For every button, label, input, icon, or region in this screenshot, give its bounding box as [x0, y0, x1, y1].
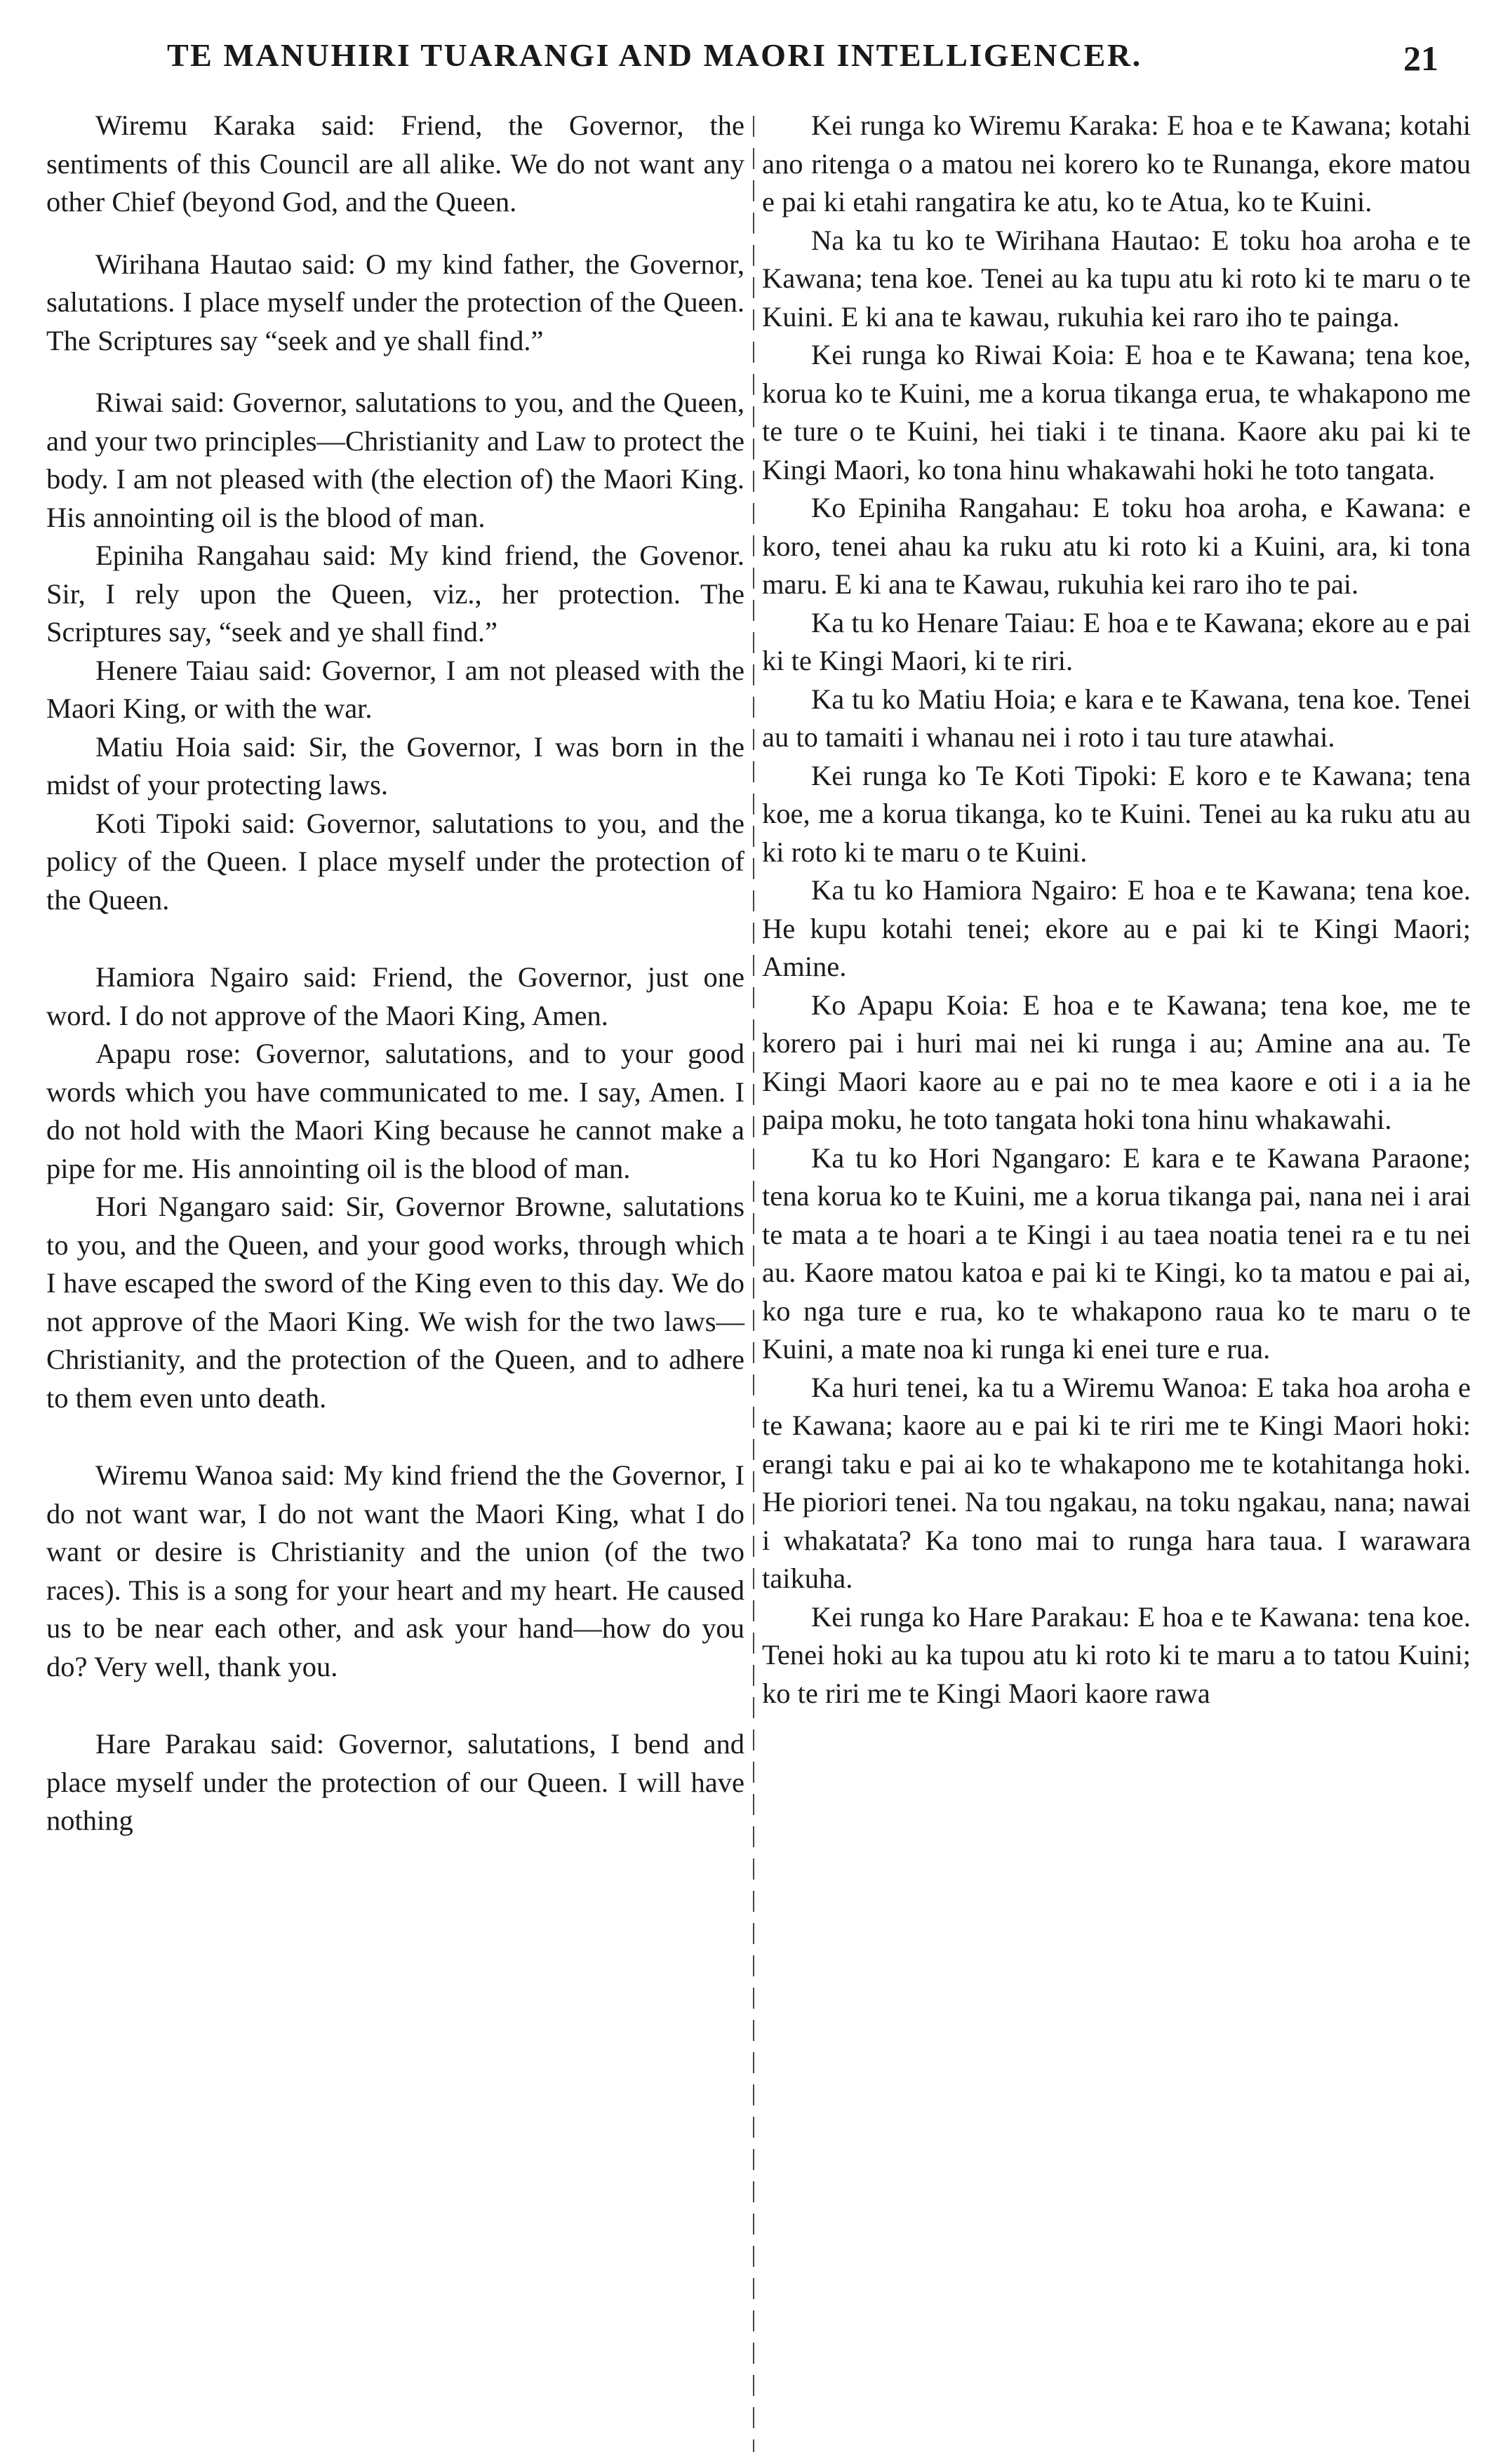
speech-paragraph-en: Wirihana Hautao said: O my kind father, the Governor, salutations. I place myself under the protection of the Queen. The Scriptures say “seek and ye shall find.”	[46, 248, 744, 356]
maori-column	[762, 107, 1471, 1713]
page-number: 21	[1403, 39, 1438, 78]
speech-paragraph-mi: Na ka tu ko te Wirihana Hautao: E toku hoa aroha e te Kawana; tena koe. Tenei au ka tupu atu ki roto ki te maru o te Kuini. E ki ana te kawau, rukuhia kei raro iho te painga.	[762, 224, 1471, 333]
speech-paragraph-en: Hori Ngangaro said: Sir, Governor Browne, salutations to you, and the Queen, and your good works, through which I have escaped the sword of the King even to this day. We do not approve of the Maori King. We wish for the two laws—Christianity, and the protection of the Queen, and to adhere to them even unto death.	[46, 1191, 744, 1414]
speech-paragraph-en: Hamiora Ngairo said: Friend, the Governor, just one word. I do not approve of the Maori King, Amen.	[46, 961, 744, 1031]
speech-paragraph-en: Wiremu Wanoa said: My kind friend the the Governor, I do not want war, I do not want the Maori King, what I do want or desire is Christianity and the union (of the two races). This is a song for your heart and my heart. He caused us to be near each other, and ask your hand—how do you do? Very well, thank you.	[46, 1459, 744, 1682]
speech-paragraph-mi: Ka tu ko Hori Ngangaro: E kara e te Kawana Paraone; tena korua ko te Kuini, me a korua tikanga pai, nana nei i arai te mata a te hoari a te Kingi i au taea noatia tenei ra e tu nei au. Kaore matou katoa e pai ki te Kingi, ko ta matou e pai ai, ko nga ture e rua, ko te whakapono raua ko te maru o te Kuini, a mate noa ki runga ki enei ture e rua.	[762, 1141, 1471, 1365]
speech-paragraph-en: Hare Parakau said: Governor, salutations, I bend and place myself under the protection of our Queen. I will have nothing	[46, 1728, 744, 1836]
speech-paragraph-en: Epiniha Rangahau said: My kind friend, the Govenor. Sir, I rely upon the Queen, viz., her protection. The Scriptures say, “seek and ye shall find.”	[46, 540, 744, 648]
page-header	[0, 36, 1503, 93]
speech-paragraph-mi: Kei runga ko Wiremu Karaka: E hoa e te Kawana; kotahi ano ritenga o a matou nei korero ko te Runanga, ekore matou e pai ki etahi rangatira ke atu, ko te Atua, ko te Kuini.	[762, 109, 1471, 217]
speech-paragraph-mi: Ka tu ko Hamiora Ngairo: E hoa e te Kawana; tena koe. He kupu kotahi tenei; ekore au e pai ki te Kingi Maori; Amine.	[762, 874, 1471, 982]
speech-paragraph-mi: Ka tu ko Matiu Hoia; e kara e te Kawana, tena koe. Tenei au to tamaiti i whanau nei i roto i tau ture atawhai.	[762, 683, 1471, 753]
speech-paragraph-mi: Ka huri tenei, ka tu a Wiremu Wanoa: E taka hoa aroha e te Kawana; kaore au e pai ki te riri me te Kingi Maori hoki: erangi taku e pai ai ko te whakapono me te kotahitanga hoki. He pioriori tenei. Na tou ngakau, na toku ngakau, nana; nawai i whakatata? Ka tono mai to runga hara taua. I warawara taikuha.	[762, 1371, 1471, 1594]
speech-paragraph-en: Wiremu Karaka said: Friend, the Governor, the sentiments of this Council are all alike. We do not want any other Chief (beyond God, and the Queen.	[46, 109, 744, 217]
speech-paragraph-mi: Ko Apapu Koia: E hoa e te Kawana; tena koe, me te korero pai i huri mai nei ki runga i au; Amine ana au. Te Kingi Maori kaore au e pai no te mea kaore e oti i a ia he paipa moku, he toto tangata hoki tona hinu whakawahi.	[762, 989, 1471, 1135]
speech-paragraph-en: Henere Taiau said: Governor, I am not pleased with the Maori King, or with the war.	[46, 654, 744, 724]
speech-paragraph-mi: Kei runga ko Te Koti Tipoki: E koro e te Kawana; tena koe, me a korua tikanga, ko te Kuini. Tenei au ka ruku atu au ki roto ki te maru o te Kuini.	[762, 759, 1471, 868]
running-title: TE MANUHIRI TUARANGI AND MAORI INTELLIGENCER.	[167, 37, 1142, 73]
speech-paragraph-mi: Kei runga ko Hare Parakau: E hoa e te Kawana: tena koe. Tenei hoki au ka tupou atu ki roto ki te maru a to tatou Kuini; ko te riri me te Kingi Maori kaore rawa	[762, 1600, 1471, 1709]
speech-paragraph-en: Koti Tipoki said: Governor, salutations to you, and the policy of the Queen. I place myself under the protection of the Queen.	[46, 807, 744, 916]
english-column	[46, 107, 744, 1840]
speech-paragraph-en: Matiu Hoia said: Sir, the Governor, I was born in the midst of your protecting laws.	[46, 730, 744, 801]
speech-paragraph-mi: Ka tu ko Henare Taiau: E hoa e te Kawana; ekore au e pai ki te Kingi Maori, ki te riri.	[762, 606, 1471, 676]
column-divider	[753, 116, 754, 2452]
speech-paragraph-mi: Kei runga ko Riwai Koia: E hoa e te Kawana; tena koe, korua ko te Kuini, me a korua tikanga erua, te whakapono me te ture o te Kuini, hei tiaki i te tinana. Kaore aku pai ki te Kingi Maori, ko tona hinu whakawahi hoki he toto tangata.	[762, 339, 1471, 486]
speech-paragraph-en: Riwai said: Governor, salutations to you, and the Queen, and your two principles—Christianity and Law to protect the body. I am not pleased with (the election of) the Maori King. His annointing oil is the blood of man.	[46, 387, 744, 533]
speech-paragraph-en: Apapu rose: Governor, salutations, and to your good words which you have communicated to me. I say, Amen. I do not hold with the Maori King because he cannot make a pipe for me. His annointing oil is the blood of man.	[46, 1038, 744, 1184]
speech-paragraph-mi: Ko Epiniha Rangahau: E toku hoa aroha, e Kawana: e koro, tenei ahau ka ruku atu ki roto ki a Kuini, ara, ki tona maru. E ki ana te Kawau, rukuhia kei raro iho te pai.	[762, 492, 1471, 600]
